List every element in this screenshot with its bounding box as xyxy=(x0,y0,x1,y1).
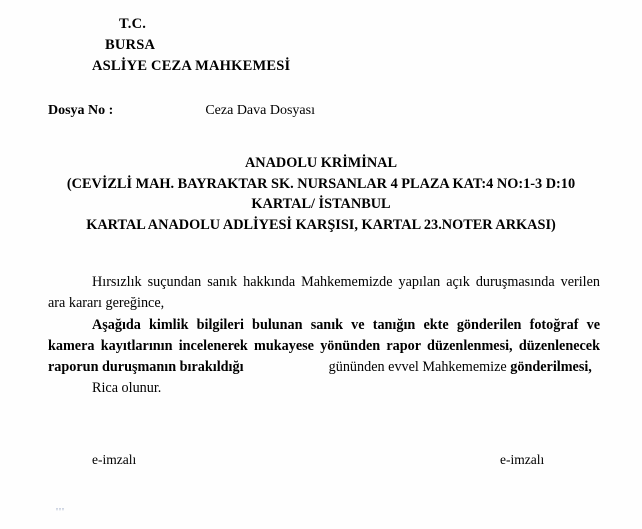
body-paragraph-1: Hırsızlık suçundan sanık hakkında Mahkememizde yapılan açık duruşmasında verilen ara kararı gereğince, xyxy=(48,273,600,312)
body-paragraph-3: Rica olunur. xyxy=(92,380,162,397)
signature-right: e-imzalı xyxy=(500,452,545,467)
case-number-row xyxy=(0,103,642,119)
scan-artifact-mark: ''' xyxy=(56,506,65,518)
addressee-line-4: KARTAL ANADOLU ADLİYESİ KARŞISI, KARTAL 23.NOTER ARKASI) xyxy=(86,217,556,234)
letterhead xyxy=(0,0,642,77)
letterhead-tc: T.C. xyxy=(119,16,147,32)
addressee-line-2: (CEVİZLİ MAH. BAYRAKTAR SK. NURSANLAR 4 PLAZA KAT:4 NO:1-3 D:10 xyxy=(66,175,576,192)
body-paragraph-2-part-c: gönderilmesi, xyxy=(510,359,592,376)
addressee-block xyxy=(0,153,642,236)
addressee-line-3: KARTAL/ İSTANBUL xyxy=(251,196,391,213)
letterhead-court: ASLİYE CEZA MAHKEMESİ xyxy=(92,58,291,75)
letterhead-city: BURSA xyxy=(105,37,156,54)
case-number-label: Dosya No : xyxy=(48,103,114,119)
body-paragraph-2-part-b: gününden evvel Mahkememize xyxy=(328,359,507,376)
addressee-line-1: ANADOLU KRİMİNAL xyxy=(244,155,398,172)
body-paragraph-2 xyxy=(48,315,600,379)
document-body xyxy=(0,272,642,400)
case-number-value: Ceza Dava Dosyası xyxy=(205,103,315,119)
signature-left: e-imzalı xyxy=(92,452,137,467)
body-paragraph-2-part-a: Aşağıda kimlik bilgileri bulunan sanık ve tanığın ekte gönderilen fotoğraf ve kamera kayıtlarının incelenerek mukayese yönünden rapor düzenlenmesi, düzenlenecek raporun duruşmanın bırakıldığı xyxy=(48,316,600,376)
